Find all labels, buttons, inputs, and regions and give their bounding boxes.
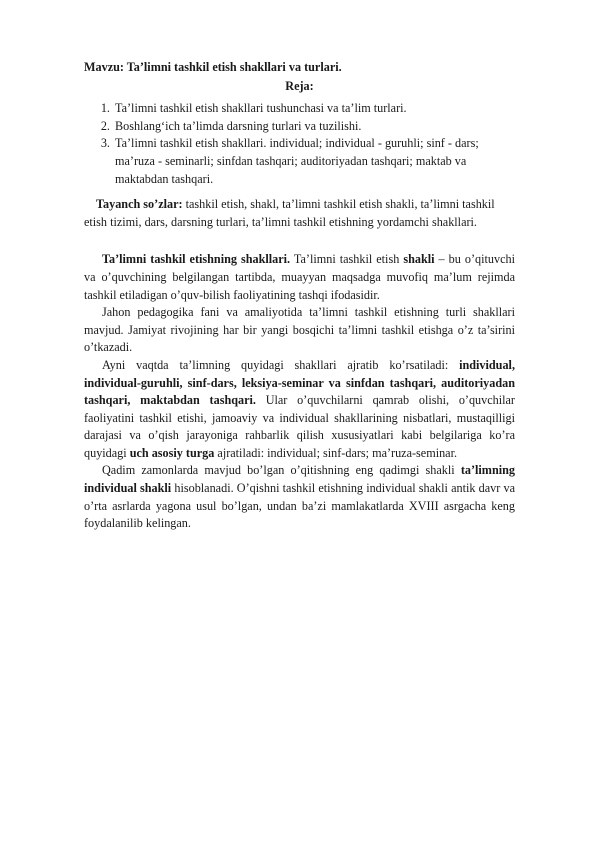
plan-title: Reja: bbox=[285, 78, 314, 93]
section-heading: Ta’limni tashkil etishning shakllari. bbox=[102, 252, 291, 267]
body-paragraph-2 bbox=[84, 304, 515, 357]
plan-list bbox=[84, 100, 515, 188]
text-run: Jahon pedagogika fani va amaliyotida ta’limni tashkil etishning turli shakllari mavjud. Jamiyat rivojining har bir yangi bosqichi ta’limni tashkil etishga o’z ta’sirini o’tkazadi. bbox=[84, 305, 515, 355]
topic-heading: Mavzu: Ta’limni tashkil etish shakllari va turlari. bbox=[84, 60, 342, 74]
plan-item: 3. Ta’limni tashkil etish shakllari. individual; individual - guruhli; sinf - dars; ma’ruza - seminarli; sinfdan tashqari; auditoriyadan tashqari; maktab va maktabdan tashqari. bbox=[113, 135, 515, 188]
text-run: ajratiladi: individual; sinf-dars; ma’ruza-seminar. bbox=[214, 445, 458, 460]
text-run: – bu o’qituvchi va o’quvchining belgilangan tartibda, muayyan maqsadga muvofiq ma’lum rejimda tashkil etiladigan o’quv-bilish faoliyatining tashqi ifodasidir. bbox=[84, 252, 515, 302]
bold-term: individual, individual-guruhli, sinf-dars, leksiya-seminar va sinfdan tashqari, auditoriyadan tashqari, maktabdan tashqari. bbox=[84, 357, 515, 408]
text-run: Ayni vaqtda ta’limning quyidagi shakllari ajratib ko’rsatiladi: bbox=[102, 357, 460, 372]
plan-item: 1. Ta’limni tashkil etish shakllari tushunchasi va ta’lim turlari. bbox=[113, 100, 515, 118]
text-run: Ta’limni tashkil etish bbox=[290, 252, 404, 267]
document-page bbox=[84, 59, 515, 533]
keywords-text: tashkil etish, shakl, ta’limni tashkil etish shakli, ta’limni tashkil etish tizimi, dars, darsning turlari, ta’limni tashkil etishning yordamchi shakllari. bbox=[84, 197, 495, 229]
bold-term: uch asosiy turga bbox=[129, 445, 215, 460]
keywords-label: Tayanch so’zlar: bbox=[96, 197, 183, 212]
text-run: Qadim zamonlarda mavjud bo’lgan o’qitishning eng qadimgi shakli bbox=[102, 463, 461, 478]
plan-item: 2. Boshlang‘ich ta’limda darsning turlari va tuzilishi. bbox=[113, 118, 515, 136]
bold-term: ta’limning individual shakli bbox=[84, 463, 515, 496]
body-paragraph-3 bbox=[84, 357, 515, 463]
text-run: Ular o’quvchilarni qamrab olishi, o’quvchilar faoliyatini tashkil etishi, jamoaviy va individual shakllarining nisbatlari, mustaqilligi darajasi va o’qish jarayoniga rahbarlik qilish xususiyatlari kabi belgilariga ko’ra quyidagi bbox=[84, 393, 515, 460]
body-paragraph-1 bbox=[84, 251, 515, 304]
text-run: hisoblanadi. O’qishni tashkil etishning individual shakli antik davr va o’rta asrlarda yagona usul bo’lgan, undan ba’zi mamlakatlarda XVIII asrgacha keng foydalanilib kelingan. bbox=[84, 481, 515, 531]
body-paragraph-4 bbox=[84, 462, 515, 532]
bold-term: shakli bbox=[403, 252, 435, 267]
keywords-paragraph bbox=[84, 196, 515, 231]
